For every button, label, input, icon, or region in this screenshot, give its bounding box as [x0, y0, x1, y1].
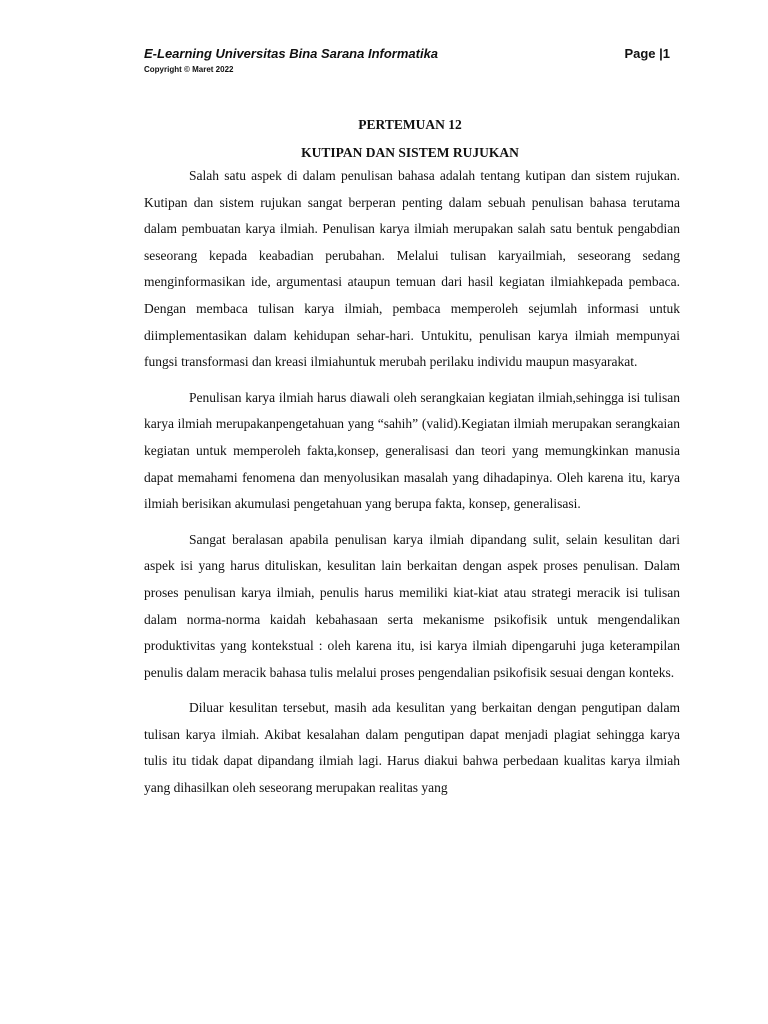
- document-body: [144, 163, 680, 811]
- paragraph: Penulisan karya ilmiah harus diawali oleh serangkaian kegiatan ilmiah,sehingga isi tulisan karya ilmiah merupakanpengetahuan yang “sahih” (valid).Kegiatan ilmiah merupakan serangkaian kegiatan untuk memperoleh fakta,konsep, generalisasi dan teori yang memungkinkan manusia dapat memahami fenomena dan menyolusikan masalah yang dihadapinya. Oleh karena itu, karya ilmiah berisikan akumulasi pengetahuan yang berupa fakta, konsep, generalisasi.: [144, 389, 680, 512]
- copyright-notice: Copyright © Maret 2022: [144, 65, 234, 74]
- paragraph: Sangat beralasan apabila penulisan karya ilmiah dipandang sulit, selain kesulitan dari aspek isi yang harus dituliskan, kesulitan lain berkaitan dengan aspek proses penulisan. Dalam proses penulisan karya ilmiah, penulis harus memiliki kiat-kiat atau strategi meracik isi tulisan dalam norma-norma kaidah kebahasaan serta mekanisme psikofisik untuk mengendalikan produktivitas yang kontekstual : oleh karena itu, isi karya ilmiah dipengaruhi juga keterampilan penulis dalam meracik bahasa tulis melalui proses pengendalian psikofisik sesuai dengan konteks.: [144, 531, 680, 680]
- document-titles: [144, 112, 676, 166]
- header-title: E-Learning Universitas Bina Sarana Informatika: [144, 46, 439, 61]
- paragraph: Salah satu aspek di dalam penulisan bahasa adalah tentang kutipan dan sistem rujukan. Kutipan dan sistem rujukan sangat berperan penting dalam sebuah penulisan bahasa terutama dalam pembuatan karya ilmiah. Penulisan karya ilmiah merupakan salah satu bentuk pengabdian seseorang kepada keabadian perubahan. Melalui tulisan karyailmiah, seseorang sedang menginformasikan ide, argumentasi ataupun temuan dari hasil kegiatan ilmiahkepada pembaca. Dengan membaca tulisan karya ilmiah, pembaca memperoleh sejumlah informasi untuk diimplementasikan dalam kehidupan sehar-hari. Untukitu, penulisan karya ilmiah mempunyai fungsi transformasi dan kreasi ilmiahuntuk merubah perilaku individu maupun masyarakat.: [144, 168, 680, 370]
- paragraph: Diluar kesulitan tersebut, masih ada kesulitan yang berkaitan dengan pengutipan dalam tulisan karya ilmiah. Akibat kesalahan dalam pengutipan dapat menjadi plagiat sehingga karya tulis itu tidak dapat dipandang ilmiah lagi. Harus diakui bahwa perbedaan kualitas karya ilmiah yang dihasilkan oleh seseorang merupakan realitas yang: [144, 700, 680, 796]
- page-header: [144, 45, 670, 79]
- document-title: KUTIPAN DAN SISTEM RUJUKAN: [301, 145, 519, 160]
- page-number: Page |1: [624, 46, 670, 61]
- meeting-heading: PERTEMUAN 12: [358, 117, 462, 132]
